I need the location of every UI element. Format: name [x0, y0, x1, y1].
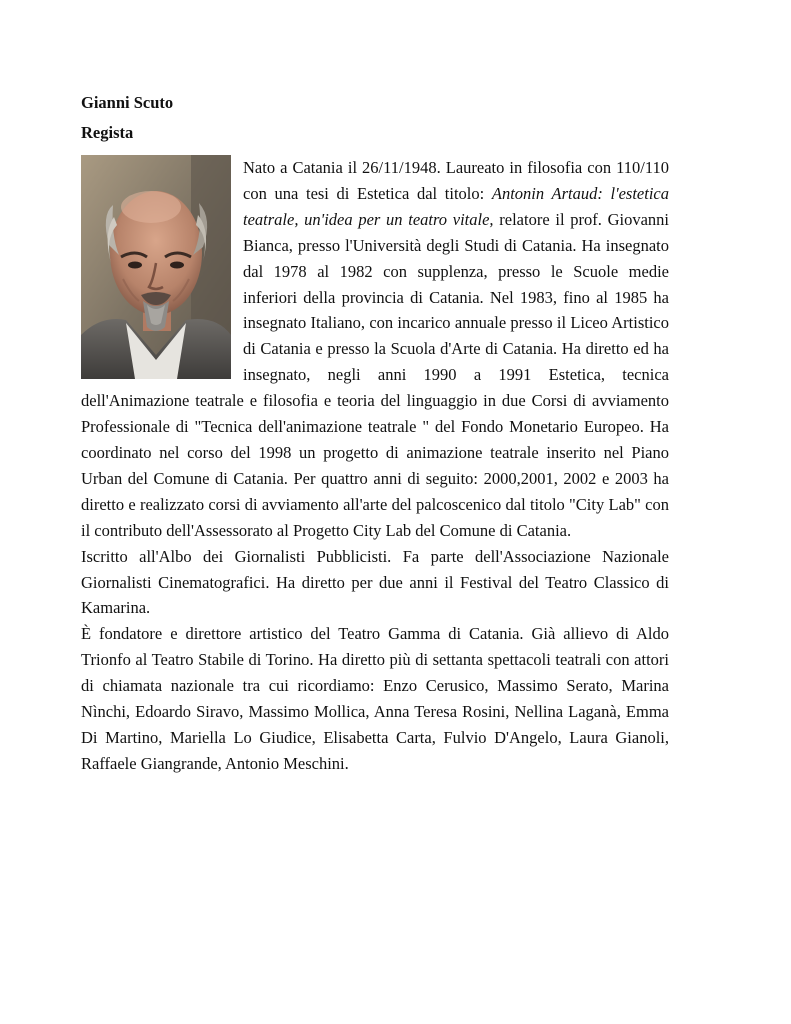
person-role: Regista: [81, 123, 134, 142]
portrait-illustration: [81, 155, 231, 379]
biography: [81, 155, 669, 777]
document-page: [81, 88, 669, 777]
bio-text-intro: Nato a Catania il 26/11/1948. Laureato in filosofia con 110/110 con una tesi di Estetica dal titolo:: [243, 158, 669, 203]
thesis-title: Antonin Artaud: l'estetica teatrale, un'idea per un teatro vitale,: [243, 183, 669, 229]
bio-paragraph-3: È fondatore e direttore artistico del Teatro Gamma di Catania. Già allievo di Aldo Trionfo al Teatro Stabile di Torino. Ha diretto più di settanta spettacoli teatrali con attori di chiamata nazionale tra cui ricordiamo: Enzo Cerusico, Massimo Serato, Marina Nìnchi, Edoardo Siravo, Massimo Mollica, Anna Teresa Rosini, Nellina Laganà, Emma Di Martino, Mariella Lo Giudice, Elisabetta Carta, Fulvio D'Angelo, Laura Gianoli, Raffaele Giangrande, Antonio Meschini.: [81, 624, 669, 773]
person-name: Gianni Scuto: [81, 93, 174, 112]
bio-text-career: relatore il prof. Giovanni Bianca, presso l'Università degli Studi di Catania. Ha insegnato dal 1978 al 1982 con supplenza, presso le Scuole medie inferiori della provincia di Catania. Nel 1983, fino al 1985 ha insegnato Italiano, con incarico annuale presso il Liceo Artistico di Catania e presso la Scuola d'Arte di Catania. Ha diretto ed ha insegnato, negli anni 1990 a 1991 Estetica, tecnica dell'Animazione teatrale e filosofia e teoria del linguaggio in due Corsi di avviamento Professionale di "Tecnica dell'animazione teatrale " del Fondo Monetario Europeo. Ha coordinato nel corso del 1998 un progetto di animazione teatrale inserito nel Piano Urban del Comune di Catania. Per quattro anni di seguito: 2000,2001, 2002 e 2003 ha diretto e realizzato corsi di avviamento all'arte del palcoscenico dal titolo "City Lab" con il contributo dell'Assessorato al Progetto City Lab del Comune di Catania.: [81, 209, 669, 540]
portrait-photo: [81, 155, 231, 379]
bio-paragraph-2: Iscritto all'Albo dei Giornalisti Pubblicisti. Fa parte dell'Associazione Nazionale Giornalisti Cinematografici. Ha diretto per due anni il Festival del Teatro Classico di Kamarina.: [81, 546, 669, 618]
